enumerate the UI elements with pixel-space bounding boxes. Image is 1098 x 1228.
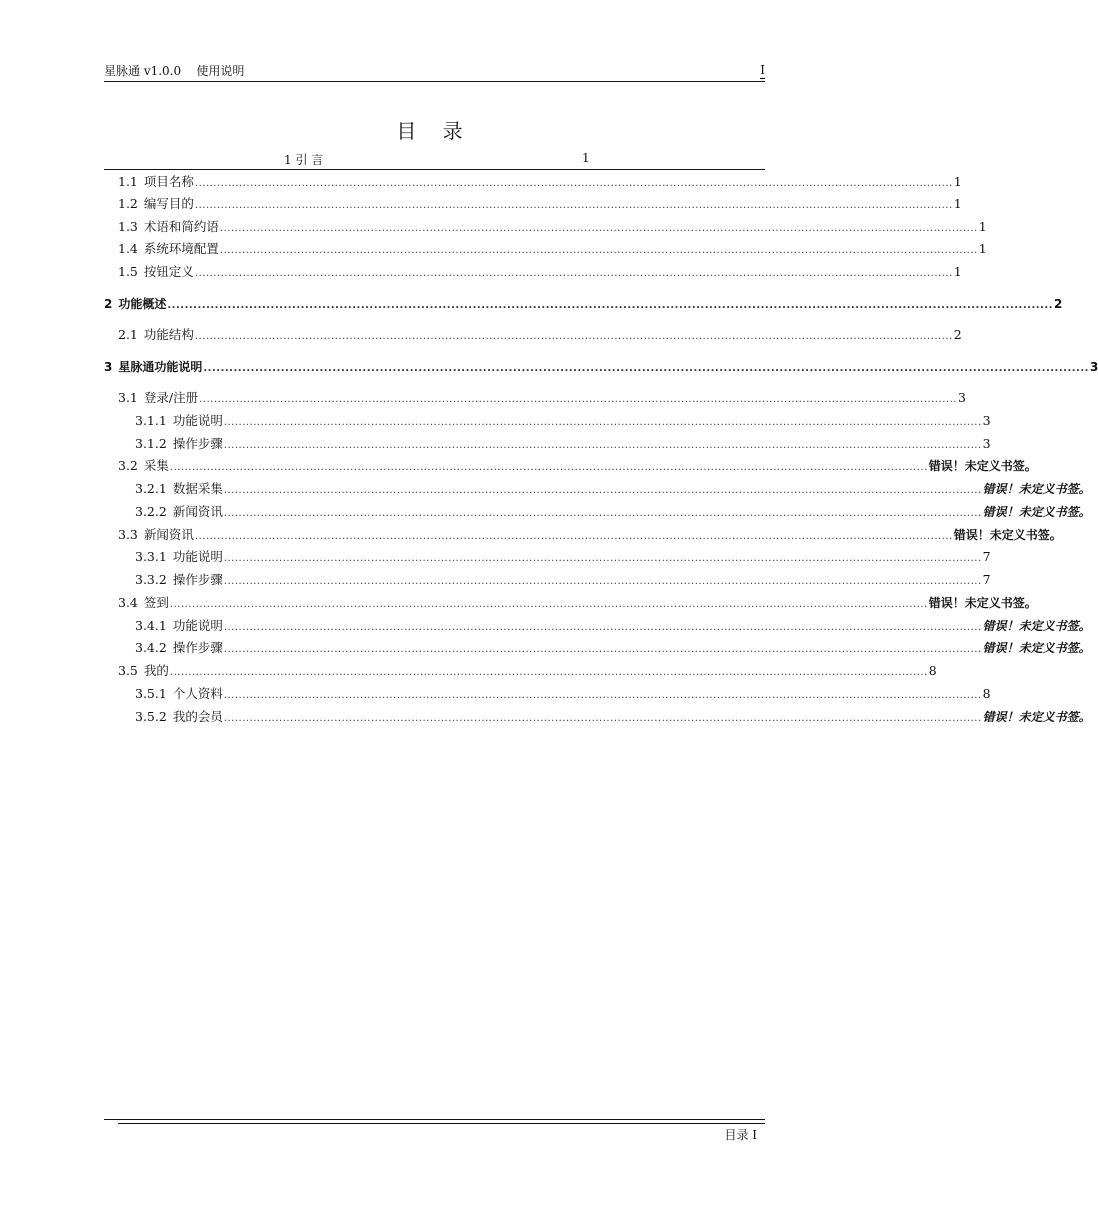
- toc-entry-number: 3.4.1: [135, 618, 167, 633]
- toc-entry-text: 系统环境配置: [143, 241, 219, 256]
- toc-leader-dots: ..............................................................................................................................................................................................................: [169, 599, 928, 610]
- toc-leader-dots: ..............................................................................................................................................................................................................: [169, 667, 928, 678]
- toc-entry-number: 1.5: [118, 264, 138, 279]
- toc-intro-label: 1 引 言: [284, 153, 324, 167]
- toc-entry-page-error: 错误！未定义书签。: [928, 596, 1037, 610]
- toc-entry-text: 我的: [143, 663, 169, 678]
- toc-leader-dots: ..............................................................................................................................................................................................................: [194, 268, 953, 279]
- toc-entry-text: 项目名称: [143, 174, 194, 189]
- toc-entry-3-3-2[interactable]: [135, 572, 991, 588]
- toc-entry-text: 功能概述: [118, 297, 167, 311]
- toc-leader-dots: ..............................................................................................................................................................................................................: [194, 331, 953, 342]
- toc-entry-3-1-1[interactable]: [135, 413, 991, 429]
- toc-leader-dots: ..............................................................................................................................................................................................................: [219, 245, 978, 256]
- toc-entry-page: 7: [982, 549, 991, 564]
- toc-entry-text: 签到: [143, 595, 169, 610]
- toc-entry-text: 登录/注册: [143, 390, 199, 405]
- toc-entry-3[interactable]: [104, 359, 1098, 375]
- toc-entry-number: 3.2.1: [135, 481, 167, 496]
- toc-entry-page-error: 错误！未定义书签。: [928, 459, 1037, 473]
- toc-entry-text: 我的会员: [172, 709, 223, 724]
- toc-leader-dots: ..............................................................................................................................................................................................................: [223, 690, 982, 701]
- toc-entry-3-2[interactable]: [118, 458, 1037, 474]
- toc-entry-text: 新闻资讯: [143, 527, 194, 542]
- toc-leader-dots: ..............................................................................................................................................................................................................: [194, 531, 953, 542]
- toc-entry-text: 个人资料: [172, 686, 223, 701]
- toc-entry-page: 1: [978, 219, 987, 234]
- toc-entry-3-2-1[interactable]: [135, 481, 1091, 497]
- toc-intro-line[interactable]: [104, 150, 765, 170]
- toc-entry-text: 操作步骤: [172, 436, 223, 451]
- toc-entry-number: 3.4.2: [135, 640, 167, 655]
- toc-entry-3-5-2[interactable]: [135, 709, 1091, 725]
- toc-entry-text: 按钮定义: [143, 264, 194, 279]
- toc-leader-dots: ..............................................................................................................................................................................................................: [194, 200, 953, 211]
- toc-entry-page-error: 错误！未定义书签。: [982, 641, 1091, 655]
- toc-entry-3-1[interactable]: [118, 390, 966, 406]
- page-header: [104, 63, 765, 81]
- toc-leader-dots: ..............................................................................................................................................................................................................: [223, 417, 982, 428]
- toc-entry-3-4[interactable]: [118, 595, 1037, 611]
- toc-entry-2-1[interactable]: [118, 327, 962, 343]
- toc-entry-number: 3.4: [118, 595, 138, 610]
- toc-leader-dots: ..............................................................................................................................................................................................................: [223, 576, 982, 587]
- toc-entry-page: 2: [953, 327, 962, 342]
- toc-leader-dots: ..............................................................................................................................................................................................................: [223, 644, 982, 655]
- toc-entry-page: 1: [953, 264, 962, 279]
- toc-entry-number: 3.1.2: [135, 436, 167, 451]
- toc-leader-dots: ..............................................................................................................................................................................................................: [203, 363, 1089, 374]
- toc-entry-page: 1: [978, 241, 987, 256]
- toc-entry-number: 1.4: [118, 241, 138, 256]
- toc-leader-dots: ..............................................................................................................................................................................................................: [169, 462, 928, 473]
- toc-entry-page: 1: [953, 174, 962, 189]
- toc-entry-1-1[interactable]: [118, 174, 962, 190]
- toc-leader-dots: ..............................................................................................................................................................................................................: [194, 178, 953, 189]
- toc-entry-3-4-2[interactable]: [135, 640, 1091, 656]
- toc-entry-number: 3.2: [118, 458, 138, 473]
- toc-entry-page: 7: [982, 572, 991, 587]
- toc-entry-number: 3.5: [118, 663, 138, 678]
- toc-entry-page: 8: [928, 663, 937, 678]
- toc-entry-text: 功能说明: [172, 618, 223, 633]
- toc-entry-text: 数据采集: [172, 481, 223, 496]
- toc-entry-1-2[interactable]: [118, 196, 962, 212]
- toc-entry-1-3[interactable]: [118, 219, 987, 235]
- toc-entry-text: 操作步骤: [172, 572, 223, 587]
- toc-entry-3-3-1[interactable]: [135, 549, 991, 565]
- toc-entry-text: 术语和简约语: [143, 219, 219, 234]
- toc-entry-text: 操作步骤: [172, 640, 223, 655]
- toc-entry-1-5[interactable]: [118, 264, 962, 280]
- footer-rule: [104, 1119, 765, 1120]
- toc-leader-dots: ..............................................................................................................................................................................................................: [223, 508, 982, 519]
- toc-entry-number: 3: [104, 360, 113, 374]
- toc-entry-page-error: 错误！未定义书签。: [982, 505, 1091, 519]
- toc-entry-number: 1.1: [118, 174, 138, 189]
- toc-entry-page-error: 错误！未定义书签。: [982, 710, 1091, 724]
- header-rule: [104, 81, 765, 82]
- toc-entry-page-error: 错误！未定义书签。: [982, 482, 1091, 496]
- toc-title: 目 录: [396, 119, 473, 143]
- toc-entry-page: 1: [953, 196, 962, 211]
- toc-entry-number: 3.3.2: [135, 572, 167, 587]
- toc-leader-dots: ..............................................................................................................................................................................................................: [223, 485, 982, 496]
- toc-entry-number: 3.2.2: [135, 504, 167, 519]
- toc-leader-dots: ..............................................................................................................................................................................................................: [223, 553, 982, 564]
- toc-entry-2[interactable]: [104, 296, 1063, 312]
- toc-entry-3-3[interactable]: [118, 527, 1062, 543]
- toc-entry-text: 新闻资讯: [172, 504, 223, 519]
- toc-entry-number: 3.3.1: [135, 549, 167, 564]
- toc-entry-text: 采集: [143, 458, 169, 473]
- toc-leader-dots: ..............................................................................................................................................................................................................: [223, 713, 982, 724]
- toc-entry-text: 编写目的: [143, 196, 194, 211]
- toc-entry-text: 星脉通功能说明: [118, 360, 203, 374]
- toc-entry-1-4[interactable]: [118, 241, 987, 257]
- toc-entry-number: 3.1.1: [135, 413, 167, 428]
- toc-entry-3-2-2[interactable]: [135, 504, 1091, 520]
- toc-entry-page: 3: [957, 390, 966, 405]
- toc-leader-dots: ..............................................................................................................................................................................................................: [219, 223, 978, 234]
- toc-entry-page-error: 错误！未定义书签。: [982, 619, 1091, 633]
- toc-leader-dots: ..............................................................................................................................................................................................................: [167, 300, 1053, 311]
- toc-entry-3-5-1[interactable]: [135, 686, 991, 702]
- footer-page-label: 目录 I: [724, 1128, 757, 1142]
- toc-entry-number: 1.2: [118, 196, 138, 211]
- toc-leader-dots: ..............................................................................................................................................................................................................: [223, 440, 982, 451]
- footer-rule-inner: [118, 1123, 765, 1124]
- toc-entry-page: 3: [1089, 360, 1098, 374]
- toc-entry-3-1-2[interactable]: [135, 436, 991, 452]
- toc-entry-number: 3.3: [118, 527, 138, 542]
- toc-entry-number: 1.3: [118, 219, 138, 234]
- toc-leader-dots: ..............................................................................................................................................................................................................: [223, 622, 982, 633]
- toc-entry-3-5[interactable]: [118, 663, 937, 679]
- toc-entry-number: 3.5.2: [135, 709, 167, 724]
- toc-entry-number: 3.5.1: [135, 686, 167, 701]
- toc-leader-dots: ..............................................................................................................................................................................................................: [199, 394, 957, 405]
- toc-entry-page: 3: [982, 436, 991, 451]
- toc-entry-page: 3: [982, 413, 991, 428]
- toc-entry-page: 8: [982, 686, 991, 701]
- toc-entry-number: 2.1: [118, 327, 138, 342]
- toc-entry-text: 功能说明: [172, 549, 223, 564]
- toc-entry-number: 3.1: [118, 390, 138, 405]
- toc-entry-text: 功能说明: [172, 413, 223, 428]
- toc-intro-page: 1: [582, 151, 590, 165]
- header-page-number: I: [760, 63, 765, 77]
- toc-entry-3-4-1[interactable]: [135, 618, 1091, 634]
- toc-entry-page-error: 错误！未定义书签。: [953, 528, 1062, 542]
- toc-entry-page: 2: [1053, 297, 1063, 311]
- toc-entry-number: 2: [104, 297, 113, 311]
- toc-entry-text: 功能结构: [143, 327, 194, 342]
- header-title: 星脉通 v1.0.0 使用说明: [104, 64, 245, 78]
